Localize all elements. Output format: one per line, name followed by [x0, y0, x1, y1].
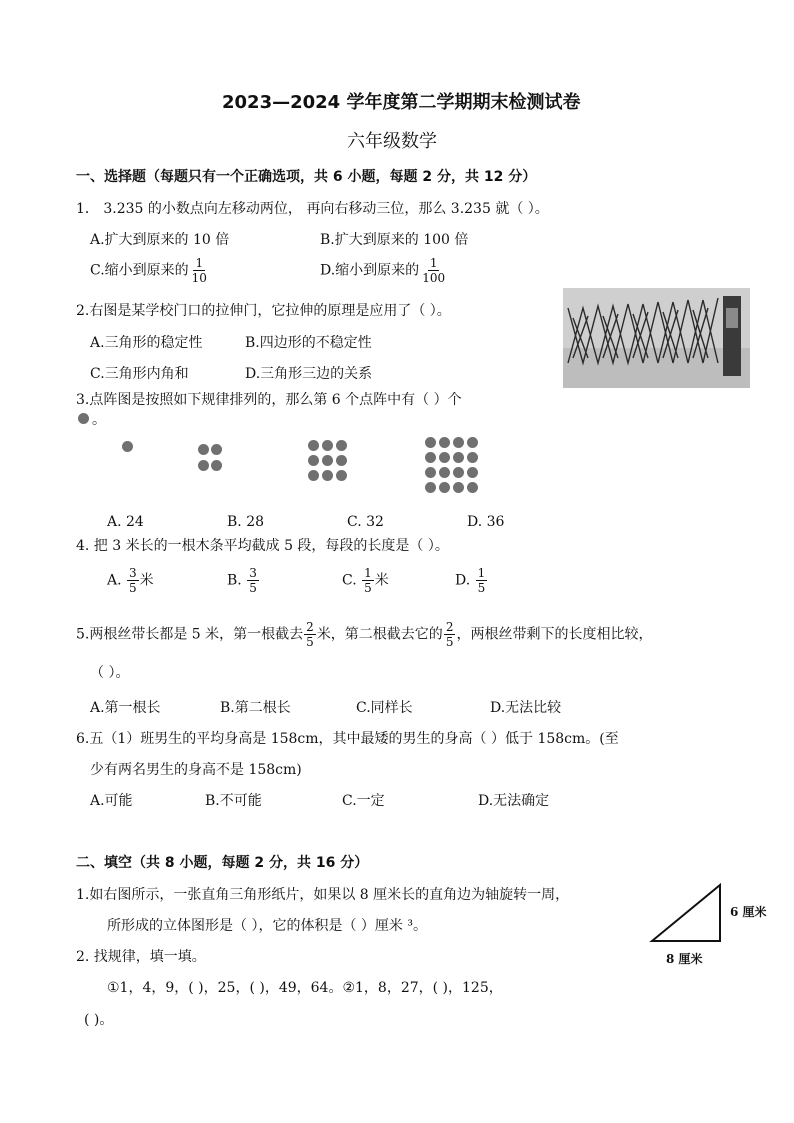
fraction: $\frac{1}{100}$	[422, 256, 446, 285]
s2-question-2-line2: ①1，4，9，( )，25，( )，49，64。②1，8，27，( )，125，	[107, 980, 503, 996]
s2-question-2-line3: ( )。	[84, 1012, 114, 1028]
dot	[336, 455, 347, 466]
dot	[322, 440, 333, 451]
unit: 米	[374, 572, 389, 589]
q5-part3: ，两根丝带剩下的长度相比较，	[456, 626, 653, 643]
triangle-base-label: 8 厘米	[666, 952, 703, 966]
section-heading-choice: 一、选择题（每题只有一个正确选项，共 6 小题，每题 2 分，共 12 分）	[76, 169, 537, 185]
q5-option-d: D.无法比较	[490, 700, 562, 716]
question-6-line1: 6.五（1）班男生的平均身高是 158cm，其中最矮的男生的身高（ ）低于 158cm。(至	[76, 731, 619, 747]
dot	[453, 482, 464, 493]
dot	[453, 452, 464, 463]
dot	[198, 460, 209, 471]
question-5-line2: （ ）。	[90, 665, 130, 681]
dot	[211, 460, 222, 471]
dot	[425, 482, 436, 493]
dot	[467, 482, 478, 493]
gate-image	[563, 288, 750, 388]
q2-option-c: C.三角形内角和	[90, 366, 189, 382]
inline-dot-icon	[78, 413, 89, 424]
q1-option-c-text: C.缩小到原来的	[90, 262, 189, 279]
q1-option-a: A.扩大到原来的 10 倍	[90, 232, 230, 248]
page-subtitle: 六年级数学	[347, 131, 437, 152]
option-label: C.	[342, 572, 357, 589]
q6-option-c: C.一定	[342, 793, 385, 809]
q2-option-b: B.四边形的不稳定性	[245, 335, 372, 351]
q5-part2: 米，第二根截去它的	[316, 626, 443, 643]
question-5-text	[76, 620, 652, 649]
q4-option-c	[342, 566, 389, 595]
triangle-height-label: 6 厘米	[730, 905, 767, 919]
s2-question-2-line1: 2. 找规律，填一填。	[76, 949, 206, 965]
folding-gate-photo	[563, 288, 750, 388]
dot	[198, 444, 209, 455]
q6-option-b: B.不可能	[205, 793, 262, 809]
dot	[336, 470, 347, 481]
fraction: $\frac{1}{10}$	[191, 256, 207, 285]
dot	[425, 452, 436, 463]
q5-option-c: C.同样长	[356, 700, 413, 716]
question-4-text: 4. 把 3 米长的一根木条平均截成 5 段，每段的长度是（ ）。	[76, 538, 449, 554]
q6-option-d: D.无法确定	[478, 793, 550, 809]
s2-question-1-line1: 1.如右图所示，一张直角三角形纸片，如果以 8 厘米长的直角边为轴旋转一周，	[76, 887, 570, 903]
s2-question-1-line2: 所形成的立体图形是（ ），它的体积是（ ）厘米 ³。	[107, 918, 427, 934]
q3-option-c: C. 32	[347, 514, 384, 530]
dot	[336, 440, 347, 451]
q3-option-d: D. 36	[467, 514, 505, 530]
question-6-line2: 少有两名男生的身高不是 158cm)	[90, 762, 302, 778]
q1-option-d-text: D.缩小到原来的	[320, 262, 420, 279]
right-triangle-diagram	[648, 880, 738, 945]
fraction: $\frac{3}{5}$	[129, 566, 137, 595]
dot	[211, 444, 222, 455]
q4-option-a	[107, 566, 154, 595]
dot	[453, 437, 464, 448]
section-heading-fill: 二、填空（共 8 小题，每题 2 分，共 16 分）	[76, 855, 369, 871]
q1-option-b: B.扩大到原来的 100 倍	[320, 232, 469, 248]
triangle-shape	[652, 885, 720, 941]
dot	[439, 482, 450, 493]
question-3-text: 3.点阵图是按照如下规律排列的，那么第 6 个点阵中有（ ）个	[76, 392, 462, 408]
q5-option-b: B.第二根长	[220, 700, 291, 716]
question-1-text: 1． 3.235 的小数点向左移动两位， 再向右移动三位，那么 3.235 就（ ）。	[76, 201, 549, 217]
question-2-text: 2.右图是某学校门口的拉伸门，它拉伸的原理是应用了（ ）。	[76, 303, 451, 319]
q4-option-b	[227, 566, 260, 595]
dot	[122, 441, 133, 452]
dot	[453, 467, 464, 478]
dot	[439, 467, 450, 478]
dot	[322, 470, 333, 481]
fraction: $\frac{1}{5}$	[364, 566, 372, 595]
dot	[439, 437, 450, 448]
dot	[467, 452, 478, 463]
page-title: 2023—2024 学年度第二学期期末检测试卷	[222, 92, 581, 113]
option-label: D.	[455, 572, 471, 589]
dot	[439, 452, 450, 463]
q6-option-a: A.可能	[90, 793, 133, 809]
dot	[308, 455, 319, 466]
q5-option-a: A.第一根长	[90, 700, 161, 716]
option-label: B.	[227, 572, 242, 589]
q1-option-d	[320, 256, 448, 285]
option-label: A.	[107, 572, 122, 589]
question-3-end: 。	[92, 412, 106, 428]
q3-option-b: B. 28	[227, 514, 265, 530]
dot	[308, 440, 319, 451]
dot	[425, 467, 436, 478]
fraction: $\frac{1}{5}$	[477, 566, 486, 595]
q2-option-d: D.三角形三边的关系	[245, 366, 373, 382]
dot	[425, 437, 436, 448]
q3-option-a: A. 24	[107, 514, 144, 530]
q5-part1: 5.两根丝带长都是 5 米，第一根截去	[76, 626, 304, 643]
fraction: $\frac{2}{5}$	[306, 620, 314, 649]
dot	[467, 467, 478, 478]
dot	[308, 470, 319, 481]
q4-option-d	[455, 566, 488, 595]
q1-option-c	[90, 256, 210, 285]
dot	[467, 437, 478, 448]
fraction: $\frac{2}{5}$	[445, 620, 454, 649]
fraction: $\frac{3}{5}$	[249, 566, 257, 595]
dot	[322, 455, 333, 466]
q2-option-a: A.三角形的稳定性	[90, 335, 203, 351]
unit: 米	[139, 572, 154, 589]
